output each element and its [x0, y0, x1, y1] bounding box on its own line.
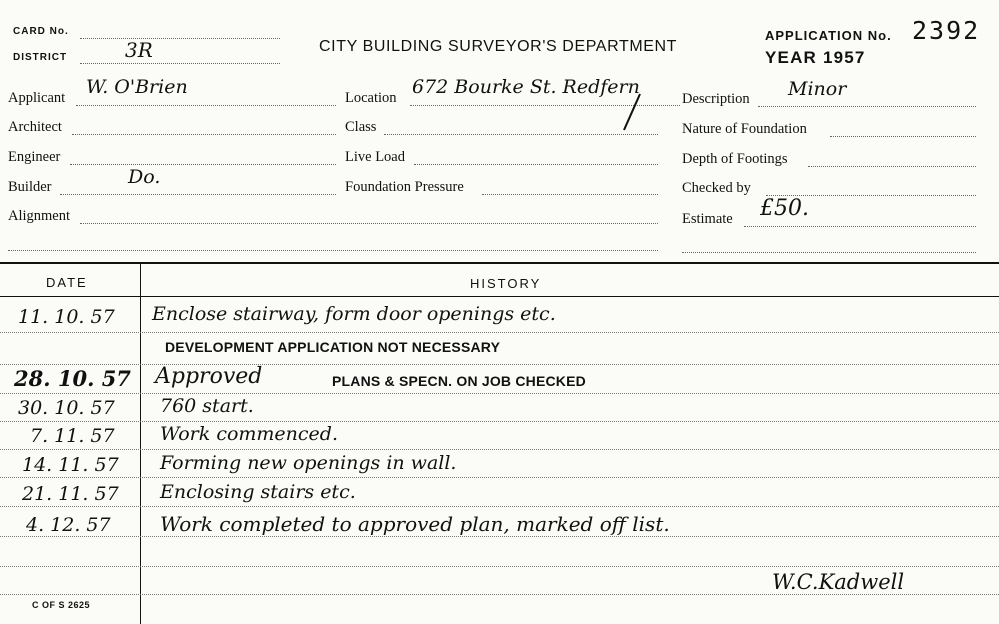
row-line	[0, 393, 999, 394]
district-line	[80, 63, 280, 64]
estimate-line	[744, 226, 976, 227]
live-load-label: Live Load	[345, 149, 405, 165]
estimate-label: Estimate	[682, 211, 733, 227]
builder-value: Do.	[128, 166, 161, 188]
row-line	[0, 421, 999, 422]
district-value: 3R	[125, 38, 153, 62]
table-top-rule	[0, 262, 999, 264]
row-line	[0, 594, 999, 595]
nature-of-foundation-line	[830, 136, 976, 137]
engineer-line	[70, 164, 336, 165]
row-line	[0, 477, 999, 478]
row-line	[0, 536, 999, 537]
builder-line	[60, 194, 336, 195]
department-title: CITY BUILDING SURVEYOR'S DEPARTMENT	[319, 38, 678, 55]
depth-of-footings-line	[808, 166, 976, 167]
live-load-line	[414, 164, 658, 165]
card-no-line	[80, 38, 280, 39]
depth-of-footings-label: Depth of Footings	[682, 151, 788, 167]
row-history: 760 start.	[160, 395, 254, 417]
applicant-label: Applicant	[8, 90, 66, 106]
description-value: Minor	[788, 78, 847, 100]
applicant-line	[76, 105, 336, 106]
date-header: DATE	[46, 275, 88, 290]
foundation-pressure-label: Foundation Pressure	[345, 179, 464, 195]
description-line	[758, 106, 976, 107]
location-value: 672 Bourke St. Redfern	[412, 76, 640, 98]
row-date: 14. 11. 57	[22, 454, 119, 476]
location-flourish	[610, 92, 650, 134]
row-history: Approved	[155, 364, 263, 389]
row-date: 21. 11. 57	[22, 483, 119, 505]
signature: W.C.Kadwell	[772, 570, 905, 594]
application-label: APPLICATION No.	[765, 28, 892, 43]
row-date: 30. 10. 57	[18, 397, 115, 419]
row-stamp: PLANS & SPECN. ON JOB CHECKED	[332, 373, 586, 389]
row-date: 11. 10. 57	[18, 306, 115, 328]
row-history: Enclose stairway, form door openings etc.	[152, 303, 556, 325]
location-label: Location	[345, 90, 397, 106]
description-label: Description	[682, 91, 750, 107]
table-column-divider	[140, 262, 141, 624]
builder-label: Builder	[8, 179, 52, 195]
description-extra-line	[682, 252, 976, 253]
row-history: Work completed to approved plan, marked off list.	[160, 512, 670, 536]
foundation-pressure-line	[482, 194, 658, 195]
row-date: 7. 11. 57	[30, 425, 115, 447]
row-history: Work commenced.	[160, 423, 338, 445]
alignment-line	[80, 223, 658, 224]
row-line	[0, 566, 999, 567]
table-header-rule	[0, 296, 999, 297]
row-line	[0, 506, 999, 507]
class-label: Class	[345, 119, 377, 135]
row-stamp: DEVELOPMENT APPLICATION NOT NECESSARY	[165, 339, 501, 355]
form-code: C OF S 2625	[32, 600, 91, 610]
class-line	[384, 134, 658, 135]
architect-label: Architect	[8, 119, 62, 135]
row-line	[0, 364, 999, 365]
checked-by-label: Checked by	[682, 180, 751, 196]
alignment-label: Alignment	[8, 208, 71, 224]
row-line	[0, 332, 999, 333]
district-label: DISTRICT	[13, 52, 68, 63]
estimate-value: £50.	[760, 196, 809, 221]
year-label: YEAR 1957	[765, 48, 866, 67]
row-date: 4. 12. 57	[26, 514, 111, 536]
row-date: 28. 10. 57	[14, 366, 131, 391]
row-line	[0, 449, 999, 450]
application-number: 2392	[912, 16, 981, 45]
alignment-line-2	[8, 250, 658, 251]
nature-of-foundation-label: Nature of Foundation	[682, 121, 807, 137]
row-history: Enclosing stairs etc.	[160, 481, 356, 503]
engineer-label: Engineer	[8, 149, 61, 165]
row-history: Forming new openings in wall.	[160, 452, 457, 474]
applicant-value: W. O'Brien	[86, 76, 188, 98]
architect-line	[72, 134, 336, 135]
history-header: HISTORY	[470, 276, 542, 291]
card-no-label: CARD No.	[13, 26, 69, 37]
